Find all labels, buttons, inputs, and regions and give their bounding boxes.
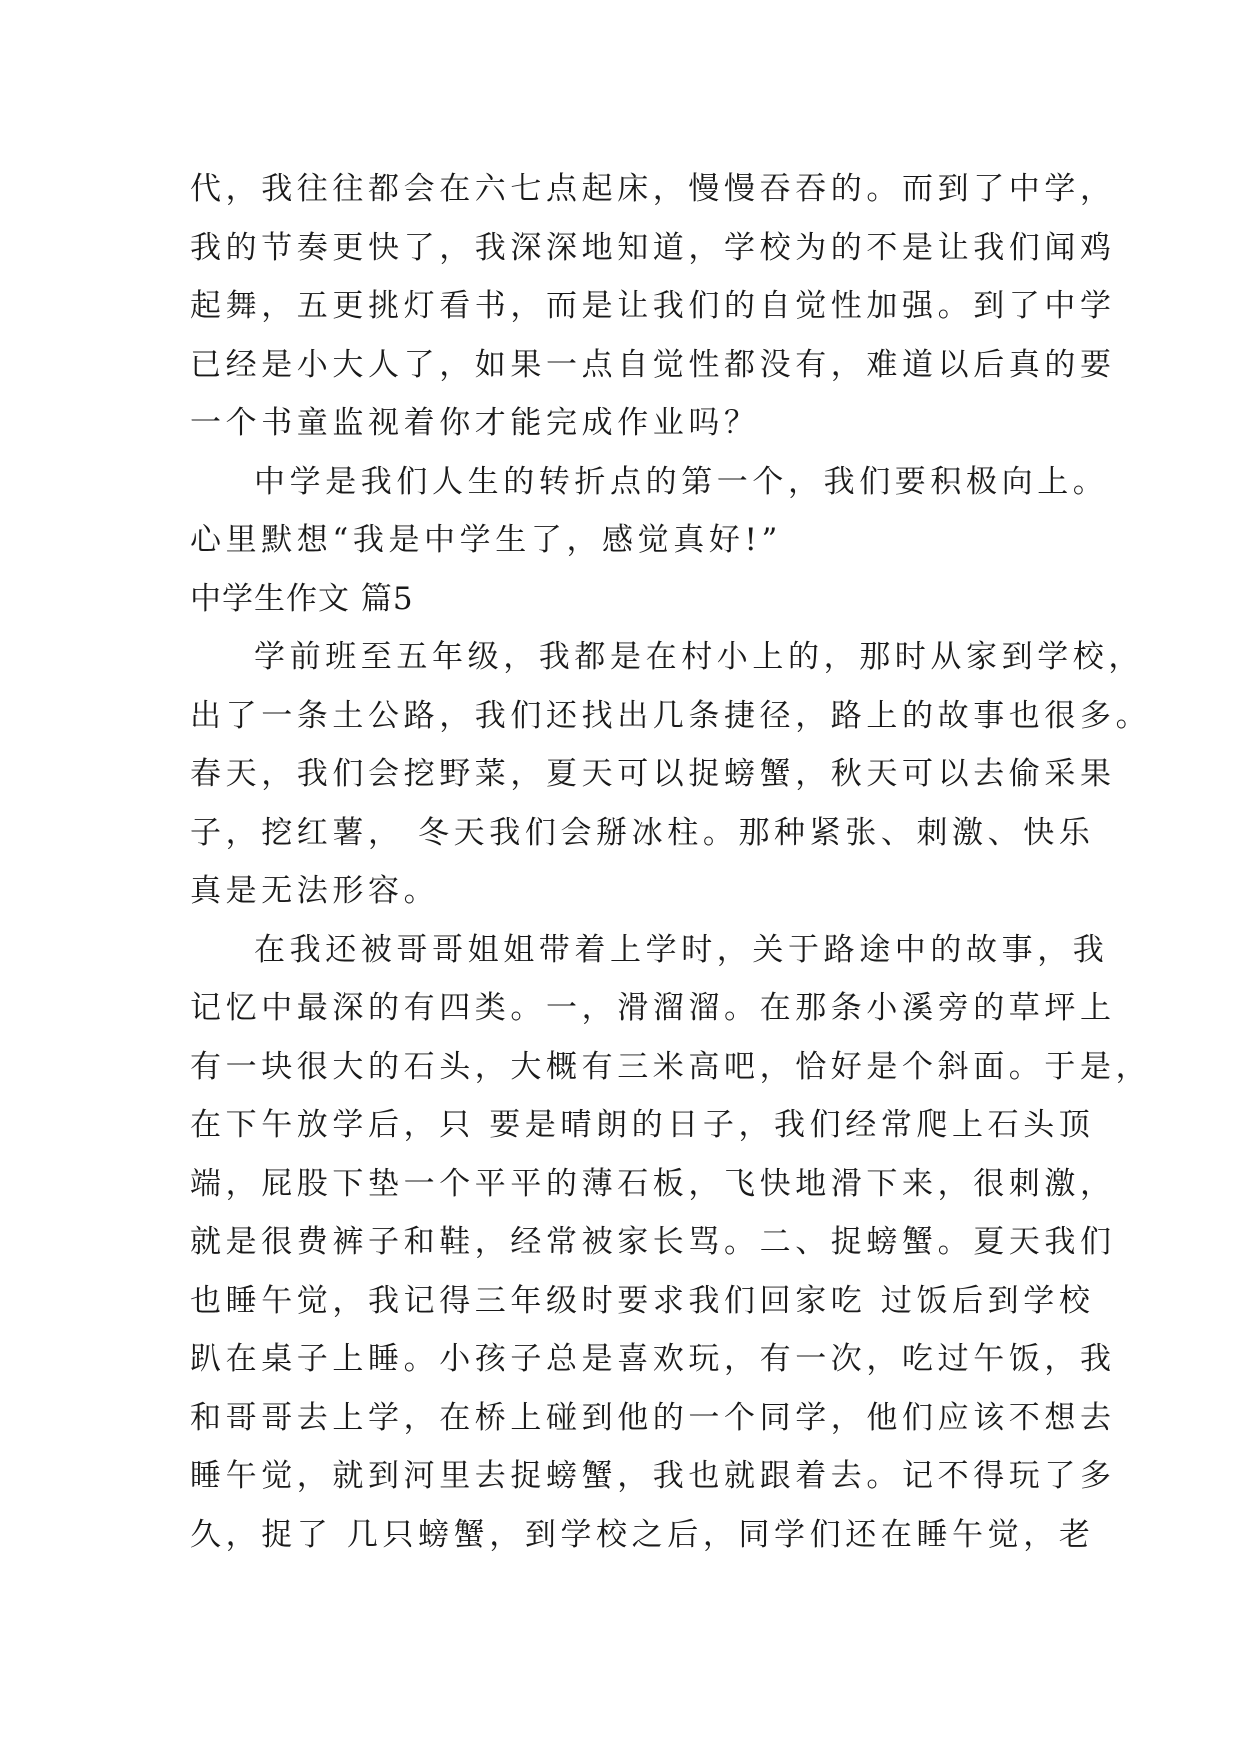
text-line: 一个书童监视着你才能完成作业吗？ xyxy=(190,405,760,441)
text-line: 端，屁股下垫一个平平的薄石板，飞快地滑下来，很刺激， xyxy=(190,1165,1116,1202)
text-line: 趴在桌子上睡。小孩子总是喜欢玩，有一次，吃过午饭，我 xyxy=(190,1341,1116,1377)
text-line: 出了一条土公路，我们还找出几条捷径，路上的故事也很多。 xyxy=(190,697,1152,734)
text-line: 真是无法形容。 xyxy=(190,873,440,909)
text-line: 已经是小大人了，如果一点自觉性都没有，难道以后真的要 xyxy=(190,346,1116,383)
text-line: 在我还被哥哥姐姐带着上学时，关于路途中的故事，我 xyxy=(254,931,1109,968)
document-page xyxy=(190,160,1152,1564)
text-line: 我的节奏更快了，我深深地知道，学校为的不是让我们闻鸡 xyxy=(190,229,1116,266)
text-line: 在下午放学后，只 要是晴朗的日子，我们经常爬上石头顶 xyxy=(190,1107,1095,1143)
text-line: 有一块很大的石头，大概有三米高吧，恰好是个斜面。于是， xyxy=(190,1048,1152,1085)
text-line: 就是很费裤子和鞋，经常被家长骂。二、捉螃蟹。夏天我们 xyxy=(190,1224,1116,1260)
text-line: 睡午觉，就到河里去捉螃蟹，我也就跟着去。记不得玩了多 xyxy=(190,1458,1116,1494)
text-line: 中学是我们人生的转折点的第一个，我们要积极向上。 xyxy=(254,463,1109,500)
text-line: 子，挖红薯， 冬天我们会掰冰柱。那种紧张、刺激、快乐 xyxy=(190,814,1095,851)
section-heading: 中学生作文 篇5 xyxy=(190,580,414,617)
text-line: 也睡午觉，我记得三年级时要求我们回家吃 过饭后到学校 xyxy=(190,1282,1095,1319)
text-line: 和哥哥去上学，在桥上碰到他的一个同学，他们应该不想去 xyxy=(190,1399,1116,1436)
text-line: 代，我往往都会在六七点起床，慢慢吞吞的。而到了中学， xyxy=(190,171,1116,207)
text-line: 记忆中最深的有四类。一，滑溜溜。在那条小溪旁的草坪上 xyxy=(190,990,1116,1026)
text-line: 春天，我们会挖野菜，夏天可以捉螃蟹，秋天可以去偷采果 xyxy=(190,756,1116,792)
text-line: 起舞，五更挑灯看书，而是让我们的自觉性加强。到了中学 xyxy=(190,288,1116,324)
text-line: 学前班至五年级，我都是在村小上的，那时从家到学校， xyxy=(254,639,1144,675)
text-line: 久，捉了 几只螃蟹，到学校之后，同学们还在睡午觉，老 xyxy=(190,1516,1095,1553)
text-line: 心里默想“我是中学生了，感觉真好!” xyxy=(190,522,782,558)
